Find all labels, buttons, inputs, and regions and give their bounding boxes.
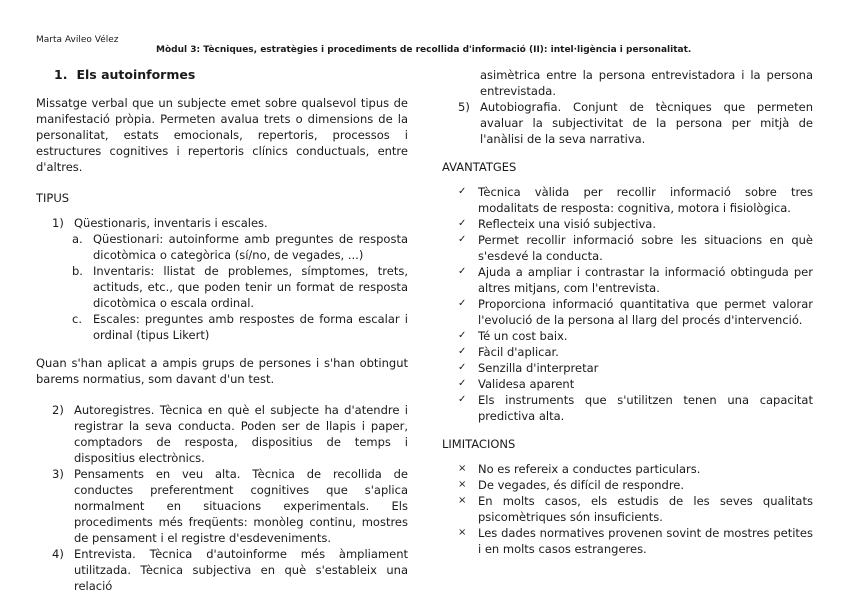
avantatge-item [442, 232, 813, 264]
limitacions-list [442, 461, 813, 557]
check-icon: ✓ [458, 266, 467, 277]
sub-number: b. [72, 264, 83, 278]
sub-text: Escales: preguntes amb respostes de forma escalar i ordinal (tipus Likert) [93, 312, 408, 342]
item-number: 3) [52, 467, 64, 481]
avantatge-text: Tècnica vàlida per recollir informació sobre tres modalitats de resposta: cognitiva, motora i fisiològica. [478, 185, 813, 215]
item-number: 2) [52, 403, 64, 417]
cross-icon: × [458, 495, 467, 506]
item-text: Autobiografia. Conjunt de tècniques que permeten avaluar la subjectivitat de la persona per mitjà de l'anàlisi de la seva narrativa. [480, 100, 813, 146]
tipus-heading: TIPUS [36, 191, 70, 205]
limitacio-item [442, 477, 813, 493]
avantatge-item [442, 360, 813, 376]
item-text: Qüestionaris, inventaris i escales. [74, 216, 268, 230]
item-text: Autoregistres. Tècnica en què el subjecte ha d'atendre i registrar la seva conducta. Poden ser de llapis i paper, comptadors de resposta, dispositius de temps i dispositius electrònics. [74, 403, 408, 465]
avantatge-item [442, 264, 813, 296]
cross-icon: × [458, 479, 467, 490]
limitacio-item [442, 525, 813, 557]
item-text: Entrevista. Tècnica d'autoinforme més àmpliament utilitzada. Tècnica subjectiva en què s'estableix una relació [74, 547, 408, 593]
check-icon: ✓ [458, 186, 467, 197]
limitacio-text: Les dades normatives provenen sovint de mostres petites i en molts casos estrangeres. [478, 526, 813, 556]
check-icon: ✓ [458, 346, 467, 357]
check-icon: ✓ [458, 378, 467, 389]
check-icon: ✓ [458, 298, 467, 309]
tipus-sublist [36, 231, 408, 343]
tipus-note: Quan s'han aplicat a ampis grups de persones i s'han obtingut barems normatius, som davant d'un test. [36, 356, 408, 386]
section-number: 1. [54, 67, 68, 82]
limitacions-heading: LIMITACIONS [442, 437, 516, 451]
item-number: 5) [458, 100, 470, 114]
sub-text: Qüestionari: autoinforme amb preguntes de resposta dicotòmica o categòrica (sí/no, de vegades, ...) [93, 232, 408, 262]
avantatge-text: Ajuda a ampliar i contrastar la informació obtinguda per altres mitjans, com l'entrevista. [478, 265, 813, 295]
section-heading [54, 67, 408, 83]
avantatge-text: Reflecteix una visió subjectiva. [478, 217, 656, 231]
sub-number: c. [72, 312, 82, 326]
sub-text: Inventaris: llistat de problemes, símptomes, trets, actituds, etc., que poden tenir un format de resposta dicotòmica o escala ordinal. [93, 264, 408, 310]
author-name: Marta Avileo Vélez [36, 35, 119, 45]
item-number: 1) [52, 216, 64, 230]
avantatge-text: Fàcil d'aplicar. [478, 345, 559, 359]
check-icon: ✓ [458, 394, 467, 405]
section-title: Els autoinformes [76, 67, 196, 82]
avantatge-item [442, 216, 813, 232]
avantatge-item [442, 184, 813, 216]
avantatge-text: Senzilla d'interpretar [478, 361, 599, 375]
avantatge-item [442, 376, 813, 392]
limitacio-item [442, 461, 813, 477]
module-title: Mòdul 3: Tècniques, estratègies i procediments de recollida d'informació (II): intel·ligència i personalitat. [156, 45, 692, 55]
avantatge-text: Els instruments que s'utilitzen tenen una capacitat predictiva alta. [478, 393, 813, 423]
tipus-list-cont [36, 402, 408, 594]
avantatge-text: Permet recollir informació sobre les situacions en què s'esdevé la conducta. [478, 233, 813, 263]
avantatge-text: Proporciona informació quantitativa que permet valorar l'evolució de la persona al llarg del procés d'intervenció. [478, 297, 813, 327]
limitacio-item [442, 493, 813, 525]
tipus-item-4-continued [442, 67, 813, 99]
cross-icon: × [458, 527, 467, 538]
sub-item-b [36, 263, 408, 311]
tipus-list [36, 215, 408, 231]
avantatge-item [442, 392, 813, 424]
section-intro: Missatge verbal que un subjecte emet sobre qualsevol tipus de manifestació pròpia. Permeten avalua trets o dimensions de la personalitat, estats emocionals, repertoris, processos i estructures cognitives i repertoris clínics conductuals, entre d'altres. [36, 96, 408, 174]
sub-number: a. [72, 232, 83, 246]
avantatge-item [442, 344, 813, 360]
avantatges-heading: AVANTATGES [442, 160, 517, 174]
left-column [36, 67, 408, 594]
tipus-item-3 [36, 466, 408, 546]
right-column [442, 67, 813, 557]
cross-icon: × [458, 463, 467, 474]
avantatge-text: Validesa aparent [478, 377, 575, 391]
sub-item-c [36, 311, 408, 343]
item-number: 4) [52, 547, 64, 561]
item-text: asimètrica entre la persona entrevistadora i la persona entrevistada. [480, 68, 813, 98]
check-icon: ✓ [458, 330, 467, 341]
limitacio-text: En molts casos, els estudis de les seves qualitats psicomètriques són insuficients. [478, 494, 813, 524]
sub-item-a [36, 231, 408, 263]
check-icon: ✓ [458, 218, 467, 229]
limitacio-text: No es refereix a conductes particulars. [478, 462, 701, 476]
avantatge-text: Té un cost baix. [478, 329, 568, 343]
check-icon: ✓ [458, 234, 467, 245]
limitacio-text: De vegades, és difícil de respondre. [478, 478, 685, 492]
avantatges-list [442, 184, 813, 424]
tipus-item-2 [36, 402, 408, 466]
tipus-item-4 [36, 546, 408, 594]
avantatge-item [442, 296, 813, 328]
tipus-item-1 [36, 215, 408, 231]
tipus-item-5 [442, 99, 813, 147]
item-text: Pensaments en veu alta. Tècnica de recollida de conductes preferentment cognitives que s'aplica normalment en situacions experimentals. Els procediments més freqüents: monòleg continu, mostres de pensament i el registre d'esdeveniments. [74, 467, 408, 545]
check-icon: ✓ [458, 362, 467, 373]
tipus-list-right [442, 67, 813, 147]
avantatge-item [442, 328, 813, 344]
